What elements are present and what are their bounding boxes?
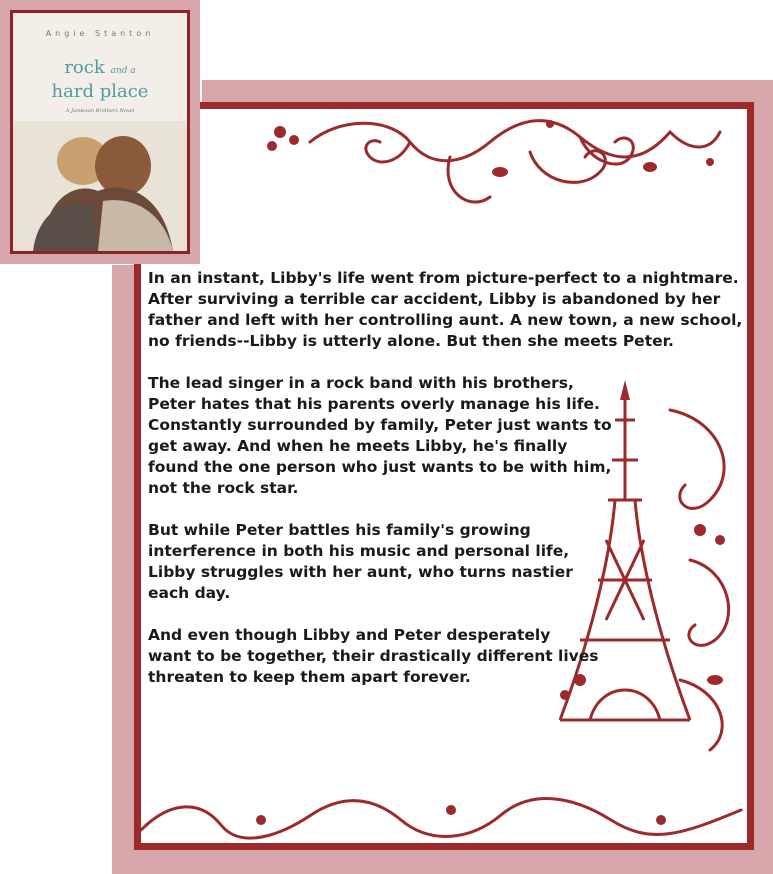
top-swirl-decoration bbox=[250, 112, 730, 232]
cover-title-word: rock bbox=[64, 57, 105, 78]
blurb-paragraph: The lead singer in a rock band with his brothers, Peter hates that his parents overly manage his life. Constantly surrounded by family, Peter just wants to get away. And when he meets Libby, he's finally found the one person who just wants to be with him, not the rock star. bbox=[148, 374, 612, 497]
book-cover bbox=[0, 0, 200, 264]
cover-subtitle: A Jamieson Brothers Novel bbox=[65, 108, 135, 114]
cover-title-small: and a bbox=[110, 66, 136, 76]
blurb-paragraph: But while Peter battles his family's growing interference in both his music and personal life, Libby struggles with her aunt, who turns nastier each day. bbox=[148, 521, 573, 602]
cover-title-line2: hard place bbox=[51, 81, 149, 102]
blurb-paragraph: In an instant, Libby's life went from picture-perfect to a nightmare. After surviving a terrible car accident, Libby is abandoned by her father and left with her controlling aunt. A new town, a new school, no friends--Libby is utterly alone. But then she meets Peter. bbox=[148, 269, 743, 350]
cover-author: Angie Stanton bbox=[45, 29, 155, 38]
blurb-paragraph: And even though Libby and Peter desperately want to be together, their drastically different lives threaten to keep them apart forever. bbox=[148, 626, 599, 686]
book-cover-image bbox=[10, 10, 190, 254]
cover-title-line1 bbox=[13, 57, 187, 78]
bottom-border-decoration bbox=[141, 790, 747, 840]
book-blurb bbox=[148, 268, 748, 709]
cover-photo bbox=[13, 121, 187, 251]
